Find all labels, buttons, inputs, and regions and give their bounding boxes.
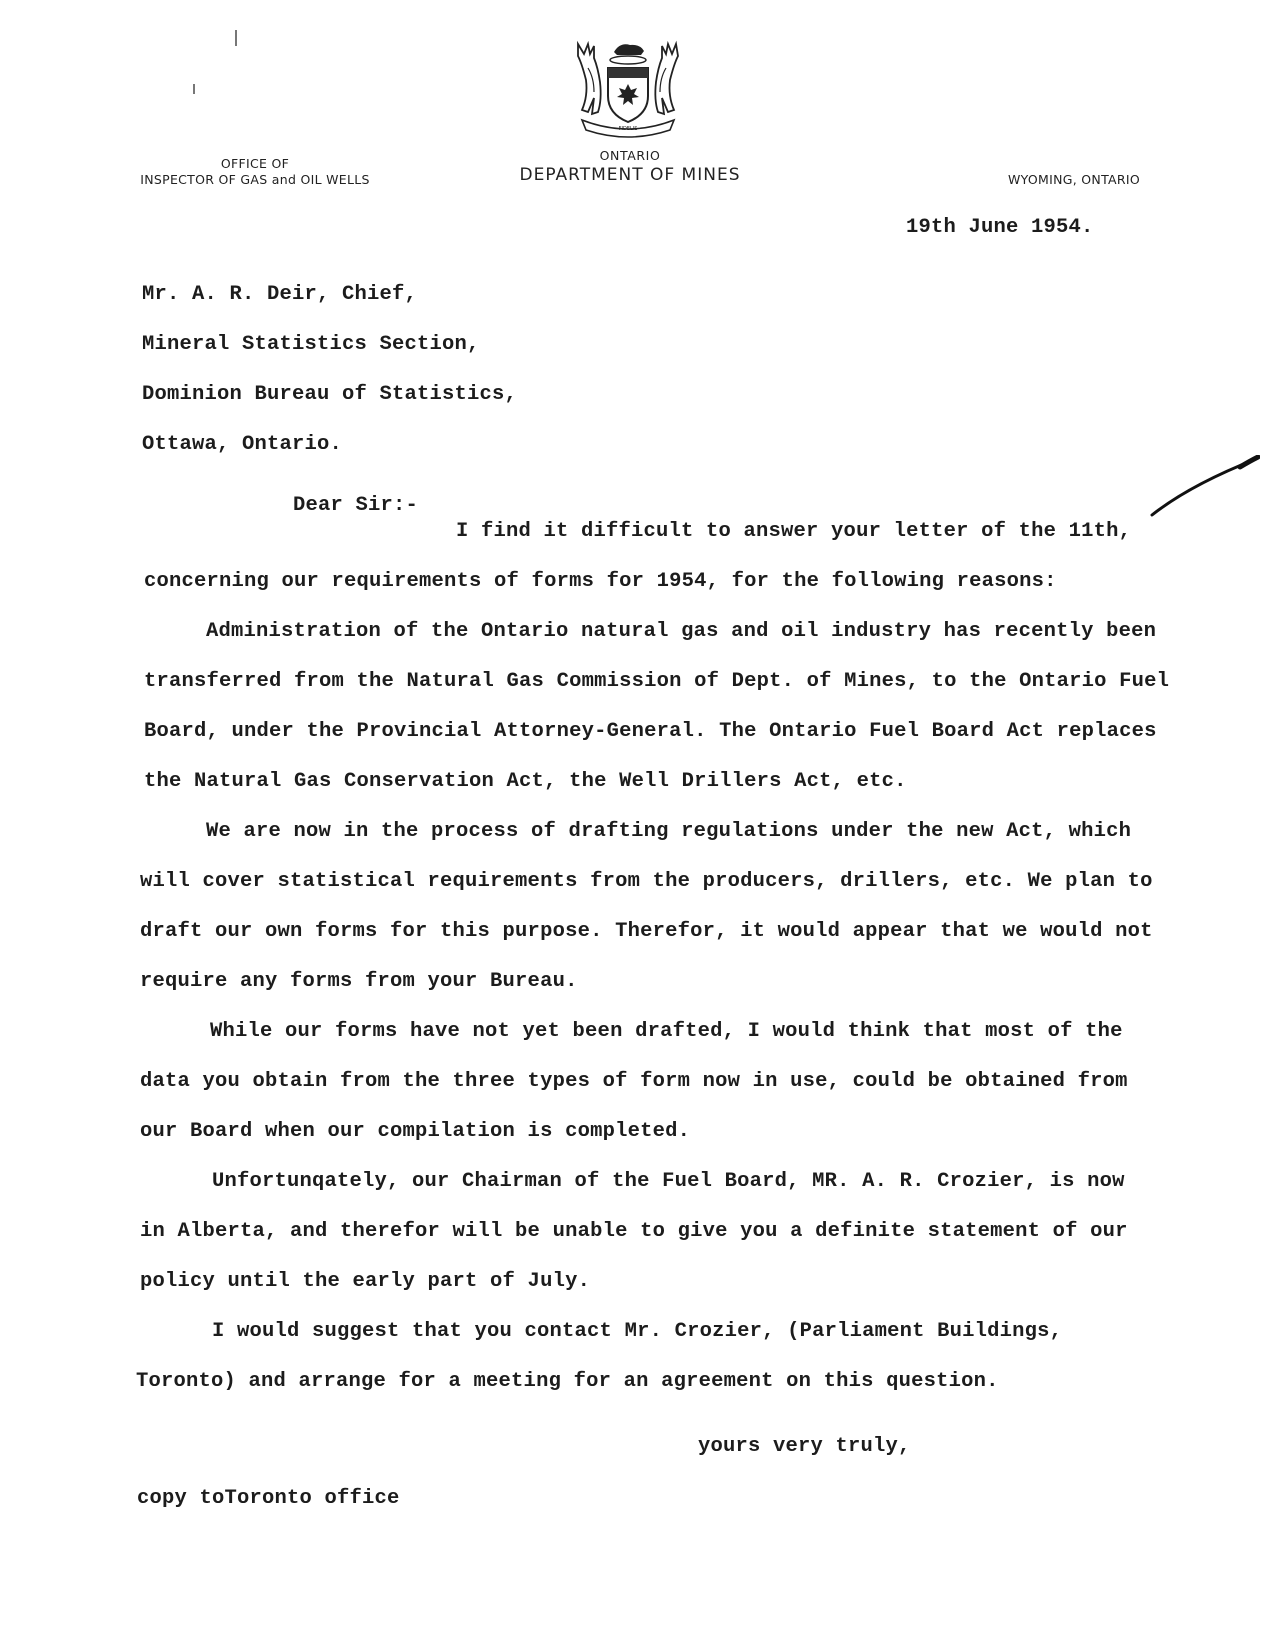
office-title: INSPECTOR OF GAS and OIL WELLS <box>140 172 370 187</box>
scan-speck <box>235 30 237 46</box>
province-label: ONTARIO <box>599 148 661 163</box>
paragraph-line: Unfortunqately, our Chairman of the Fuel Board, MR. A. R. Crozier, is now <box>212 1170 1125 1193</box>
paragraph-line: Toronto) and arrange for a meeting for an agreement on this question. <box>136 1370 999 1393</box>
paragraph-line: Administration of the Ontario natural gas and oil industry has recently been <box>206 620 1157 643</box>
paragraph-line: the Natural Gas Conservation Act, the Well Drillers Act, etc. <box>144 770 907 793</box>
paragraph-line: concerning our requirements of forms for 1954, for the following reasons: <box>144 570 1057 593</box>
scan-speck <box>193 84 195 94</box>
department-heading <box>470 148 790 186</box>
paragraph-line: will cover statistical requirements from the producers, drillers, etc. We plan to <box>140 870 1153 893</box>
closing: yours very truly, <box>698 1435 911 1458</box>
paragraph-line: Board, under the Provincial Attorney-General. The Ontario Fuel Board Act replaces <box>144 720 1157 743</box>
copy-note: copy toToronto office <box>137 1487 400 1510</box>
paragraph-line: We are now in the process of drafting regulations under the new Act, which <box>206 820 1132 843</box>
svg-text:FIDELIS: FIDELIS <box>618 126 638 132</box>
ontario-coat-of-arms-icon <box>568 38 688 140</box>
paragraph-line: in Alberta, and therefor will be unable to give you a definite statement of our <box>140 1220 1128 1243</box>
paragraph-line: data you obtain from the three types of form now in use, could be obtained from <box>140 1070 1128 1093</box>
salutation: Dear Sir:- <box>293 494 419 517</box>
paragraph-line: transferred from the Natural Gas Commission of Dept. of Mines, to the Ontario Fuel <box>144 670 1170 693</box>
paragraph-line: I find it difficult to answer your letter of the 11th, <box>456 520 1132 543</box>
paragraph-line: I would suggest that you contact Mr. Crozier, (Parliament Buildings, <box>212 1320 1063 1343</box>
pen-stroke-mark <box>1150 455 1260 525</box>
paragraph-line: our Board when our compilation is completed. <box>140 1120 691 1143</box>
recipient-line: Dominion Bureau of Statistics, <box>142 383 518 406</box>
recipient-line: Mr. A. R. Deir, Chief, <box>142 283 418 306</box>
paragraph-line: While our forms have not yet been drafted, I would think that most of the <box>210 1020 1123 1043</box>
location-heading: WYOMING, ONTARIO <box>1007 172 1140 187</box>
recipient-line: Mineral Statistics Section, <box>142 333 480 356</box>
paragraph-line: draft our own forms for this purpose. Therefor, it would appear that we would not <box>140 920 1153 943</box>
office-label: OFFICE OF <box>220 156 290 171</box>
letter-date: 19th June 1954. <box>906 216 1094 239</box>
recipient-line: Ottawa, Ontario. <box>142 433 343 456</box>
office-heading <box>120 156 390 188</box>
department-title: DEPARTMENT OF MINES <box>519 165 741 185</box>
paragraph-line: require any forms from your Bureau. <box>140 970 578 993</box>
paragraph-line: policy until the early part of July. <box>140 1270 591 1293</box>
